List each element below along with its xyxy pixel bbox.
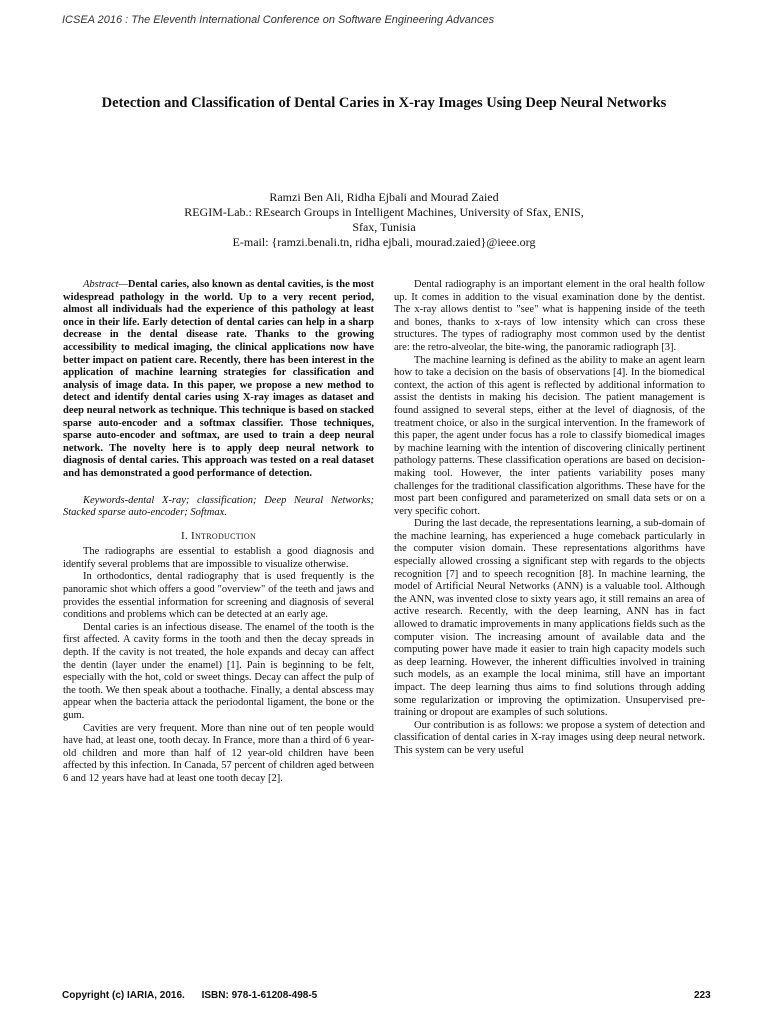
section-title: Introduction — [191, 529, 257, 542]
footer-copyright — [62, 990, 331, 1001]
author-names: Ramzi Ben Ali, Ridha Ejbali and Mourad Zaied — [269, 190, 499, 204]
left-column — [63, 279, 374, 786]
right-column — [394, 279, 705, 758]
affiliation-line-2: Sfax, Tunisia — [352, 220, 416, 234]
abstract — [63, 279, 374, 481]
paragraph: During the last decade, the representations learning, a sub-domain of the machine learning, has experienced a huge comeback particularly in the computer vision domain. These representations algorithms have especially allowed crossing a significant step with regards to the objects recognition [7] and to speech recognition [8]. In machine learning, the model of Artificial Neural Networks (ANN) is a valuable tool. Although the ANN, was invented close to sixty years ago, it still remains an area of active research. Recently, with the deep learning, ANN has in fact allowed to dramatic improvements in many applications fields such as the computer vision. The increasing amount of available data and the computing power have made it easier to train high capacity models such as deep learning. However, the inherent difficulties involved in training such models, as an example the local minima, still have an important impact. The deep learning thus aims to find solutions through adding some regularization or improving the optimization. Unsupervised pre-training or dropout are examples of such solutions. — [394, 518, 705, 719]
paper-title: Detection and Classification of Dental Caries in X-ray Images Using Deep Neural Networks — [101, 95, 667, 111]
author-block — [60, 190, 708, 250]
page-number: 223 — [694, 990, 711, 1001]
abstract-lead: Abstract— — [83, 279, 128, 290]
section-heading-introduction — [63, 530, 374, 543]
paragraph: Cavities are very frequent. More than nine out of ten people would have had, at least one, tooth decay. In France, more than a third of 6 year-old children and more than half of 12 year-old children have been affected by this infection. In Canada, 57 percent of children aged between 6 and 12 years have had at least one tooth decay [2]. — [63, 722, 374, 784]
copyright-text: Copyright (c) IARIA, 2016. — [62, 990, 185, 1001]
paragraph: Dental radiography is an important element in the oral health follow up. It comes in addition to the visual examination done by the dentist. The x-ray allows dentist to "see" what is happening inside of the teeth and bones, thanks to x-rays of low intensity which can cross these structures. The types of radiography most common used by the dentist are: the retro-alveolar, the bite-wing, the panoramic radiograph [3]. — [394, 279, 705, 353]
paragraph: The radiographs are essential to establish a good diagnosis and identify several problems that are impossible to visualize otherwise. — [63, 546, 374, 570]
author-email: E-mail: {ramzi.benali.tn, ridha ejbali, mourad.zaied}@ieee.org — [232, 235, 536, 249]
abstract-text: Dental caries, also known as dental cavities, is the most widespread pathology in the world. Up to a very recent period, almost all individuals had the experience of this pathology at least once in their life. Early detection of dental caries can help in a sharp decrease in the dental disease rate. Thanks to the growing accessibility to medical imaging, the clinical applications now have better impact on patient care. Recently, there has been interest in the application of machine learning strategies for classification and analysis of image data. In this paper, we propose a new method to detect and identify dental caries using X-ray images as dataset and deep neural network as technique. This technique is based on stacked sparse auto-encoder and a softmax classifier. Those techniques, sparse auto-encoder and softmax, are used to train a deep neural network. The novelty here is to apply deep neural network to diagnosis of dental caries. This approach was tested on a real dataset and has demonstrated a good performance of detection. — [63, 279, 374, 479]
running-header: ICSEA 2016 : The Eleventh International Conference on Software Engineering Advances — [62, 14, 495, 26]
paragraph: Dental caries is an infectious disease. The enamel of the tooth is the first affected. A cavity forms in the tooth and then the decay spreads in depth. If the cavity is not treated, the hole expands and decay can affect the dentin (layer under the enamel) [1]. Pain is beginning to be felt, especially with the hot, cold or sweet things. Decay can affect the pulp of the tooth. We then speak about a toothache. Finally, a dental abscess may appear when the bacteria attack the periodontal ligament, the bone or the gum. — [63, 621, 374, 721]
paragraph: Our contribution is as follows: we propose a system of detection and classification of dental caries in X-ray images using deep neural network. This system can be very useful — [394, 719, 705, 756]
isbn-text: ISBN: 978-1-61208-498-5 — [201, 990, 318, 1001]
section-number: I. — [180, 529, 188, 542]
keywords: Keywords-dental X-ray; classification; Deep Neural Networks; Stacked sparse auto-encoder; Softmax. — [63, 494, 374, 519]
paragraph: The machine learning is defined as the ability to make an agent learn how to take a decision on the basis of observations [4]. In the biomedical context, the action of this agent is reflected by additional information to assist the dentists in making his decision. The patient management is found assigned to several steps, either at the level of diagnosis, of the treatment choice, or also in the surgical intervention. In the framework of this paper, the agent under focus has a role to classify biomedical images by machine learning with the intention of discovering clinically pertinent pathology patterns. These classification operations are based on decision-making tool. However, the inter patients variability poses many challenges for the traditional classification algorithms. These have for the most part been configured and parameterized on small data sets or on a very specific cohort. — [394, 354, 705, 517]
affiliation-line-1: REGIM-Lab.: REsearch Groups in Intelligent Machines, University of Sfax, ENIS, — [184, 205, 584, 219]
paragraph: In orthodontics, dental radiography that is used frequently is the panoramic shot which offers a good "overview" of the teeth and jaws and provides the essential information for screening and diagnosis of several conditions and problems which can be detected at an early age. — [63, 571, 374, 621]
